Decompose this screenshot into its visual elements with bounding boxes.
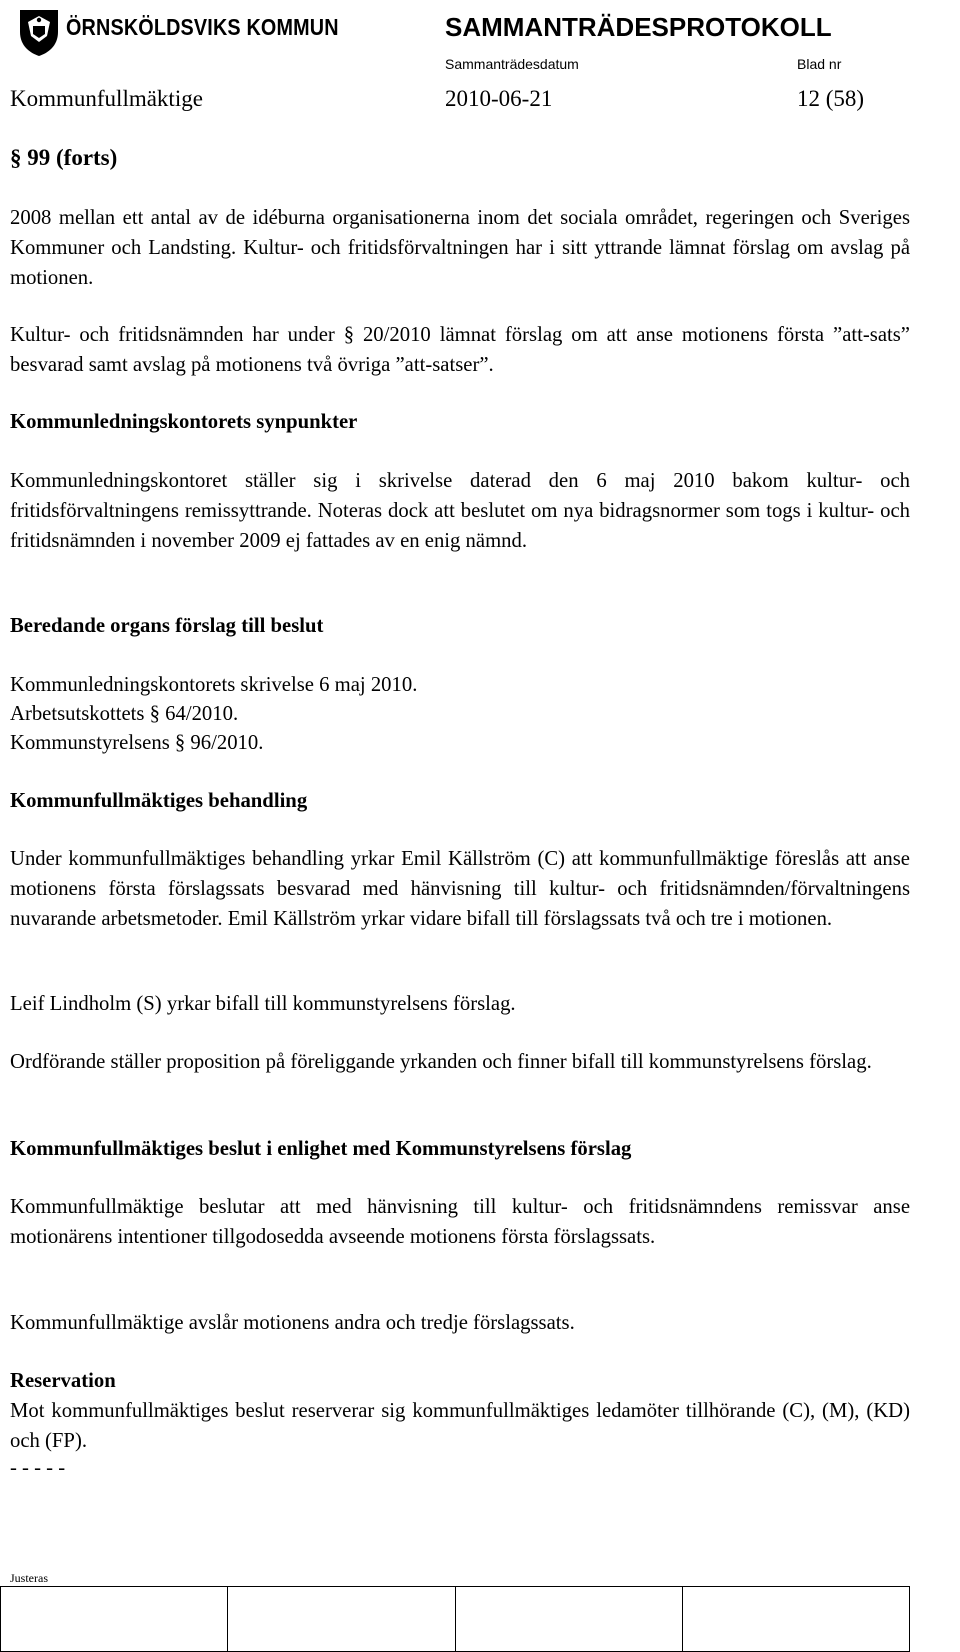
list-item: Kommunledningskontorets skrivelse 6 maj 2010. (10, 674, 418, 696)
signature-cell (1, 1587, 228, 1652)
meeting-date-label: Sammanträdesdatum (445, 56, 579, 72)
page-number-label: Blad nr (797, 56, 842, 72)
municipal-crest-logo (14, 6, 64, 58)
section-heading: Kommunledningskontorets synpunkter (10, 411, 358, 433)
signature-cell (228, 1587, 455, 1652)
paragraph: Leif Lindholm (S) yrkar bifall till kommunstyrelsens förslag. (10, 993, 516, 1015)
signature-cell (455, 1587, 682, 1652)
meeting-date: 2010-06-21 (445, 86, 553, 111)
paragraph: Ordförande ställer proposition på föreliggande yrkanden och finner bifall till kommunstyrelsens förslag. (10, 1051, 872, 1073)
meeting-body: Kommunfullmäktige (10, 86, 203, 111)
justeras-label: Justeras (10, 1571, 48, 1585)
paragraph: Kommunfullmäktige avslår motionens andra och tredje förslagssats. (10, 1312, 575, 1334)
paragraph: 2008 mellan ett antal av de idéburna organisationerna inom det sociala området, regeringen och Sveriges Kommuner och Landsting. Kultur- och fritidsförvaltningen har i sitt yttrande lämnat förslag om avslag på motionen. (10, 207, 910, 289)
section-heading: Kommunfullmäktiges beslut i enlighet med Kommunstyrelsens förslag (10, 1138, 632, 1160)
section-heading: Reservation (10, 1370, 116, 1392)
paragraph: Kommunledningskontoret ställer sig i skrivelse daterad den 6 maj 2010 bakom kultur- och fritidsförvaltningens remissyttrande. Noteras dock att beslutet om nya bidragsnormer som togs i kultur- och fritidsnämnden i november 2009 ej fattades av en enig nämnd. (10, 470, 910, 552)
paragraph: Under kommunfullmäktiges behandling yrkar Emil Källström (C) att kommunfullmäktige föreslås att anse motionens första förslagssats besvarad med hänvisning till kultur- och fritidsnämnden/förvaltningens nuvarande arbetsmetoder. Emil Källström yrkar vidare bifall till förslagssats två och tre i motionen. (10, 848, 910, 930)
paragraph: Kultur- och fritidsnämnden har under § 20/2010 lämnat förslag om att anse motionens första ”att-sats” besvarad samt avslag på motionens två övriga ”att-satser”. (10, 324, 910, 376)
section-heading: Beredande organs förslag till beslut (10, 615, 324, 637)
signature-cell (682, 1587, 909, 1652)
document-title: SAMMANTRÄDESPROTOKOLL (445, 12, 832, 42)
list-item: Arbetsutskottets § 64/2010. (10, 703, 239, 725)
page-number: 12 (58) (797, 86, 865, 111)
section-heading: Kommunfullmäktiges behandling (10, 790, 308, 812)
list-item: Kommunstyrelsens § 96/2010. (10, 732, 264, 754)
paragraph: Kommunfullmäktige beslutar att med hänvisning till kultur- och fritidsnämndens remissvar anse motionärens intentioner tillgodosedda avseende motionens första förslagssats. (10, 1196, 910, 1248)
signature-table (0, 1586, 910, 1652)
organization-name: ÖRNSKÖLDSVIKS KOMMUN (66, 14, 339, 40)
section-title: § 99 (forts) (10, 145, 118, 170)
end-marker: - - - - - (10, 1457, 66, 1479)
paragraph: Mot kommunfullmäktiges beslut reserverar sig kommunfullmäktiges ledamöter tillhörande (C), (M), (KD) och (FP). (10, 1400, 910, 1452)
